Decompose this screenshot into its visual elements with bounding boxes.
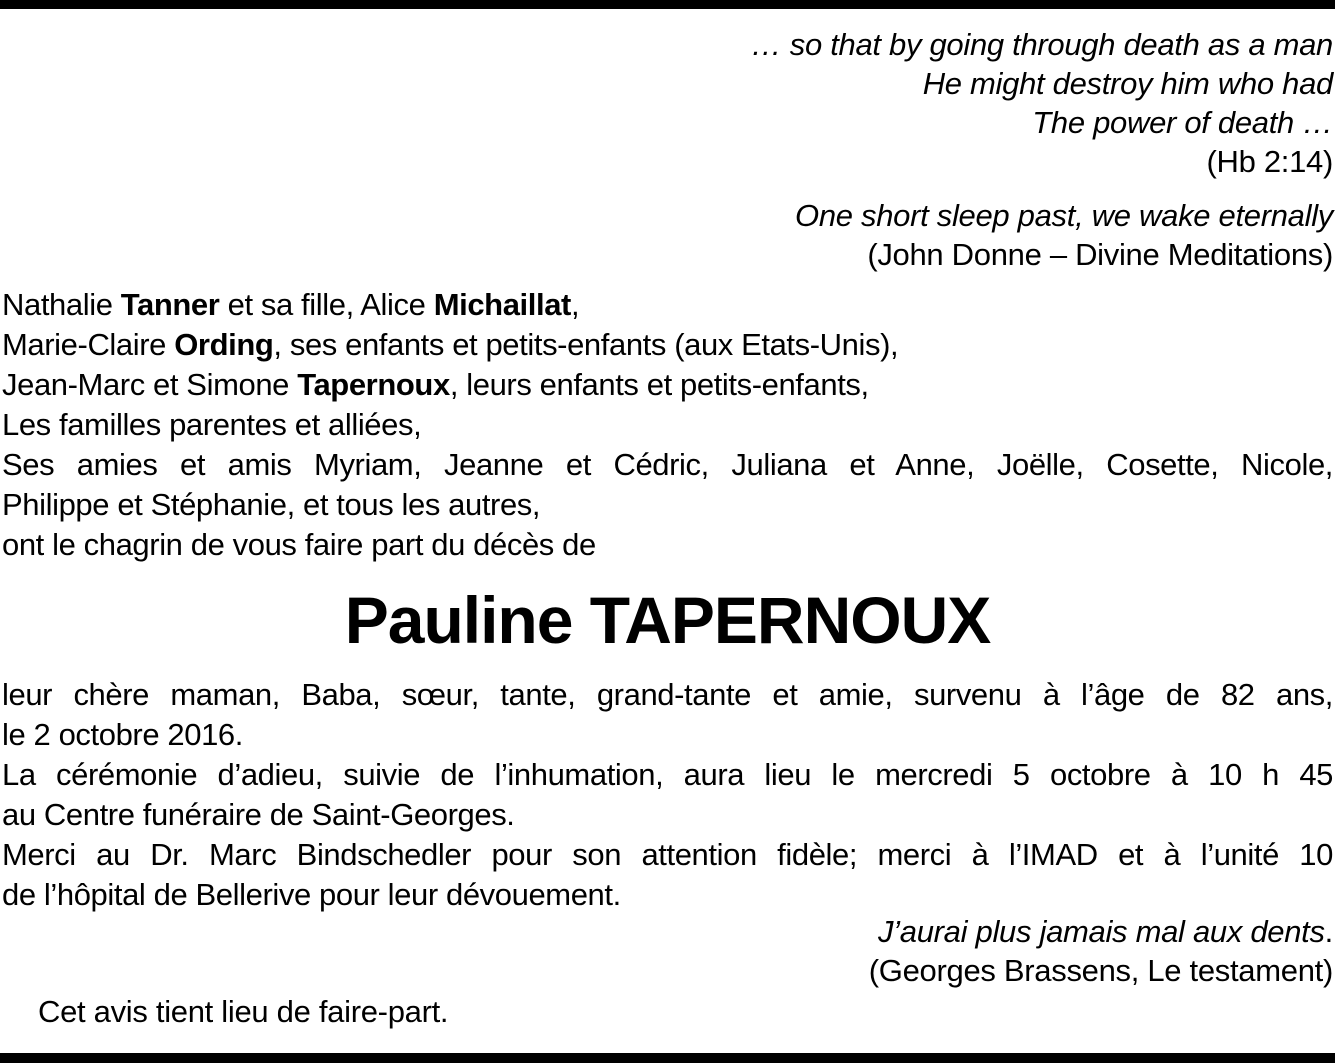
mourner-line: Marie-Claire Ording, ses enfants et petits-enfants (aux Etats-Unis), <box>2 327 899 362</box>
detail-line: leur chère maman, Baba, sœur, tante, grand-tante et amie, survenu à l’âge de 82 ans, <box>2 677 1333 712</box>
mourner-line: Jean-Marc et Simone Tapernoux, leurs enfants et petits-enfants, <box>2 367 869 402</box>
epigraph-line: One short sleep past, we wake eternally <box>795 198 1333 233</box>
epigraph-line: … so that by going through death as a man <box>750 27 1333 62</box>
detail-line: de l’hôpital de Bellerive pour leur dévouement. <box>2 877 621 912</box>
mourner-line: Ses amies et amis Myriam, Jeanne et Cédric, Juliana et Anne, Joëlle, Cosette, Nicole, <box>2 447 1333 482</box>
surname: Tanner <box>120 287 220 322</box>
notice-text: Cet avis tient lieu de faire-part. <box>38 994 449 1029</box>
detail-line: le 2 octobre 2016. <box>2 717 243 752</box>
surname: Ording <box>174 327 274 362</box>
detail-line: Merci au Dr. Marc Bindschedler pour son attention fidèle; merci à l’IMAD et à l’unité 10 <box>2 837 1333 872</box>
details-block <box>2 675 1333 915</box>
deceased-name: Pauline TAPERNOUX <box>344 583 991 657</box>
surname: Tapernoux <box>297 367 450 402</box>
epigraph-line: He might destroy him who had <box>922 66 1333 101</box>
epigraph-source: (John Donne – Divine Meditations) <box>867 237 1333 272</box>
announcement-line: ont le chagrin de vous faire part du décès de <box>2 527 596 562</box>
closing-quote-source: (Georges Brassens, Le testament) <box>868 953 1333 988</box>
detail-line: au Centre funéraire de Saint-Georges. <box>2 797 515 832</box>
mourner-line: Nathalie Tanner et sa fille, Alice Michaillat, <box>2 287 580 322</box>
epigraph-hebrews <box>751 25 1333 181</box>
closing-quote <box>869 912 1333 990</box>
detail-line: La cérémonie d’adieu, suivie de l’inhumation, aura lieu le mercredi 5 octobre à 10 h 45 <box>2 757 1333 792</box>
closing-quote-line: J’aurai plus jamais mal aux dents. <box>877 914 1333 949</box>
epigraph-source: (Hb 2:14) <box>1206 144 1333 179</box>
surname: Michaillat <box>433 287 571 322</box>
mourner-line: Les familles parentes et alliées, <box>2 407 422 442</box>
mourner-line: Philippe et Stéphanie, et tous les autres, <box>2 487 541 522</box>
epigraph-line: The power of death … <box>1032 105 1333 140</box>
top-border-rule <box>0 0 1335 9</box>
mourners-list <box>2 285 1333 565</box>
bottom-border-rule <box>0 1053 1335 1063</box>
epigraph-donne <box>795 196 1333 274</box>
